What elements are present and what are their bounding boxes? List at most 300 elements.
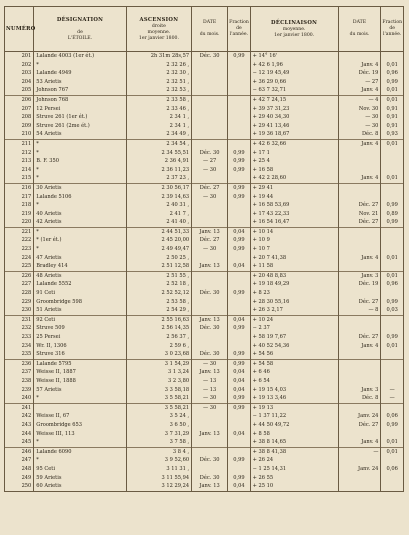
table-cell: 0,99 <box>228 289 251 298</box>
table-cell: 2 52 18 , <box>126 280 191 289</box>
table-cell <box>228 86 251 95</box>
header-declinaison: DÉCLINAISON moyenne. 1er janvier 1800. <box>250 7 338 52</box>
table-cell: 219 <box>5 210 34 219</box>
table-cell: 245 <box>5 438 34 447</box>
table-cell: Déc. 27 <box>338 201 381 210</box>
table-cell: 210 <box>5 130 34 139</box>
table-cell: 57 Arietis <box>34 386 126 395</box>
table-cell: 0,99 <box>228 359 251 368</box>
table-cell: + 16 58 <box>250 166 338 175</box>
table-cell: * <box>34 174 126 183</box>
table-cell: 2 52 52,12 <box>126 289 191 298</box>
table-row <box>5 245 404 254</box>
table-row <box>5 236 404 245</box>
table-cell: Déc. 27 <box>338 298 381 307</box>
table-cell: 3 12 29,24 <box>126 482 191 491</box>
table-cell: 247 <box>5 456 34 465</box>
table-cell: Bradley 414 <box>34 262 126 271</box>
table-cell: Déc. 30 <box>192 456 228 465</box>
table-cell <box>228 139 251 148</box>
table-cell <box>338 236 381 245</box>
table-cell: Lalande 4949 <box>34 69 126 78</box>
table-cell: + 19 13 <box>250 403 338 412</box>
table-cell <box>192 306 228 315</box>
table-cell <box>338 482 381 491</box>
table-cell: + 6 46 <box>250 368 338 377</box>
table-cell: 2 59 6 , <box>126 342 191 351</box>
table-cell: + 42 7 24,15 <box>250 95 338 104</box>
table-cell: 2 36 11,23 <box>126 166 191 175</box>
table-cell: 0,99 <box>228 236 251 245</box>
table-cell: 2 50 25 , <box>126 254 191 263</box>
table-cell: 248 <box>5 465 34 474</box>
table-cell: 205 <box>5 86 34 95</box>
table-cell <box>228 174 251 183</box>
table-cell: 2 32 26 , <box>126 61 191 70</box>
table-cell: + 42 2 28,60 <box>250 174 338 183</box>
table-cell: 222 <box>5 236 34 245</box>
table-cell: * <box>34 456 126 465</box>
table-cell: + 19 36 18,67 <box>250 130 338 139</box>
table-cell <box>228 342 251 351</box>
table-cell: * <box>34 166 126 175</box>
table-cell: Déc. 19 <box>338 280 381 289</box>
table-cell: * <box>34 227 126 236</box>
table-cell: 48 Arietis <box>34 271 126 280</box>
table-cell: Janv. 4 <box>338 174 381 183</box>
table-cell: 228 <box>5 289 34 298</box>
table-cell <box>192 95 228 104</box>
table-cell <box>338 368 381 377</box>
table-cell: Janv. 24 <box>338 412 381 421</box>
table-cell <box>381 377 404 386</box>
table-cell <box>338 245 381 254</box>
table-cell: 201 <box>5 52 34 61</box>
header-date-dec: DATE du mois. <box>338 7 381 52</box>
table-cell: − 2 37 <box>250 324 338 333</box>
table-row <box>5 122 404 131</box>
table-cell <box>381 183 404 192</box>
table-row <box>5 412 404 421</box>
table-cell: 2 41 40 , <box>126 218 191 227</box>
table-row <box>5 86 404 95</box>
table-cell: 223 <box>5 245 34 254</box>
table-cell: 246 <box>5 447 34 456</box>
table-cell: 2 51 55 , <box>126 271 191 280</box>
table-cell <box>192 447 228 456</box>
table-cell <box>381 474 404 483</box>
table-cell: − 12 19 45,49 <box>250 69 338 78</box>
table-cell: — 30 <box>192 359 228 368</box>
table-row <box>5 394 404 403</box>
table-row <box>5 465 404 474</box>
table-cell: Weisse II, 1888 <box>34 377 126 386</box>
table-cell: 0,04 <box>228 262 251 271</box>
table-cell: + 38 8 41,38 <box>250 447 338 456</box>
table-cell: 0,96 <box>381 280 404 289</box>
table-cell <box>228 105 251 114</box>
table-cell: 2 45 20,00 <box>126 236 191 245</box>
table-cell: 2h 31m 28s,57 <box>126 52 191 61</box>
table-cell: + 16 54 16,47 <box>250 218 338 227</box>
table-cell: 213 <box>5 157 34 166</box>
table-cell: — 4 <box>338 95 381 104</box>
table-cell: 0,91 <box>381 105 404 114</box>
table-cell <box>338 430 381 439</box>
table-cell: 0,91 <box>381 122 404 131</box>
table-cell: 0,06 <box>381 412 404 421</box>
table-cell <box>381 403 404 412</box>
table-cell: 229 <box>5 298 34 307</box>
table-cell: Déc. 27 <box>192 183 228 192</box>
table-cell: Janv. 4 <box>338 342 381 351</box>
table-row <box>5 69 404 78</box>
table-cell: + 40 52 54,36 <box>250 342 338 351</box>
table-row <box>5 210 404 219</box>
table-cell <box>228 280 251 289</box>
table-cell: + 19 18 49,29 <box>250 280 338 289</box>
table-cell: + 36 29 0,66 <box>250 78 338 87</box>
table-cell: — 8 <box>338 306 381 315</box>
table-cell <box>192 218 228 227</box>
table-cell <box>381 430 404 439</box>
table-cell: 203 <box>5 69 34 78</box>
table-cell: + 58 19 7,67 <box>250 333 338 342</box>
table-cell: 40 Arietis <box>34 210 126 219</box>
table-cell <box>338 262 381 271</box>
table-cell <box>192 86 228 95</box>
table-cell: 3 5 24 , <box>126 412 191 421</box>
table-cell: − 63 7 32,71 <box>250 86 338 95</box>
table-cell: Janv. 13 <box>192 430 228 439</box>
table-cell: + 26 55 <box>250 474 338 483</box>
table-cell: 2 55 16,63 <box>126 315 191 324</box>
table-cell: 220 <box>5 218 34 227</box>
table-cell <box>338 157 381 166</box>
table-cell: Déc. 27 <box>192 236 228 245</box>
table-cell: — <box>381 394 404 403</box>
table-cell <box>381 368 404 377</box>
table-cell: 217 <box>5 193 34 202</box>
table-cell <box>228 333 251 342</box>
table-cell: 3 2 3,80 <box>126 377 191 386</box>
table-cell: 3 5 58,21 <box>126 403 191 412</box>
table-cell: + 8 58 <box>250 430 338 439</box>
table-cell <box>381 289 404 298</box>
table-cell: 226 <box>5 271 34 280</box>
header-designation: DÉSIGNATION de L'ÉTOILE. <box>34 7 126 52</box>
table-cell: 243 <box>5 421 34 430</box>
table-cell <box>228 122 251 131</box>
table-cell <box>338 52 381 61</box>
table-cell <box>338 227 381 236</box>
table-cell: — 30 <box>338 113 381 122</box>
table-cell: 0,01 <box>381 271 404 280</box>
table-cell: Janv. 13 <box>192 262 228 271</box>
table-cell <box>192 254 228 263</box>
table-cell: 60 Arietis <box>34 482 126 491</box>
table-cell: 91 Ceti <box>34 289 126 298</box>
table-cell: Déc. 27 <box>338 333 381 342</box>
table-row <box>5 333 404 342</box>
table-cell: Nov. 30 <box>338 105 381 114</box>
table-cell: 0,96 <box>381 69 404 78</box>
table-cell <box>192 412 228 421</box>
table-cell <box>381 315 404 324</box>
table-cell <box>338 377 381 386</box>
table-cell: + 26 3 2,17 <box>250 306 338 315</box>
table-cell: 0,99 <box>228 350 251 359</box>
table-cell <box>228 130 251 139</box>
header-fraction-dec: Fraction de l'année. <box>381 7 404 52</box>
table-cell <box>338 183 381 192</box>
table-cell <box>192 201 228 210</box>
table-cell: Struve 316 <box>34 350 126 359</box>
table-row <box>5 227 404 236</box>
table-cell: + 29 41 13,46 <box>250 122 338 131</box>
table-cell <box>192 271 228 280</box>
table-cell: Weisse II, 67 <box>34 412 126 421</box>
header-date-ar: DATE du mois. <box>192 7 228 52</box>
table-cell: 42 Arietis <box>34 218 126 227</box>
table-cell: 12 Persei <box>34 105 126 114</box>
table-cell: * <box>34 394 126 403</box>
table-row <box>5 262 404 271</box>
table-cell: 218 <box>5 201 34 210</box>
table-cell <box>192 122 228 131</box>
table-row <box>5 386 404 395</box>
table-cell: 0,01 <box>381 174 404 183</box>
table-cell: Déc. 30 <box>192 324 228 333</box>
table-cell: Janv. 13 <box>192 482 228 491</box>
table-cell: + 25 10 <box>250 482 338 491</box>
table-cell: 2 33 58 , <box>126 95 191 104</box>
table-cell: + 10 7 <box>250 245 338 254</box>
table-row <box>5 218 404 227</box>
table-cell: − 1 37 11,22 <box>250 412 338 421</box>
table-cell: 47 Arietis <box>34 254 126 263</box>
table-cell <box>228 201 251 210</box>
table-cell: — 13 <box>192 377 228 386</box>
table-cell: 212 <box>5 149 34 158</box>
table-cell <box>381 262 404 271</box>
table-cell: Janv. 4 <box>338 438 381 447</box>
table-cell: 54 Arietis <box>34 130 126 139</box>
table-cell: 3 7 58 , <box>126 438 191 447</box>
table-cell: 0,01 <box>381 438 404 447</box>
table-row <box>5 456 404 465</box>
table-cell: B. F. 350 <box>34 157 126 166</box>
table-row <box>5 139 404 148</box>
table-cell: * <box>34 149 126 158</box>
table-cell: * (1er ét.) <box>34 236 126 245</box>
table-cell: + 28 30 55,16 <box>250 298 338 307</box>
table-cell <box>228 421 251 430</box>
table-cell: 3 8 4 , <box>126 447 191 456</box>
table-cell: 59 Arietis <box>34 474 126 483</box>
table-cell <box>34 403 126 412</box>
table-row <box>5 324 404 333</box>
table-cell <box>338 324 381 333</box>
table-cell: 0,99 <box>228 324 251 333</box>
table-cell: 0,99 <box>228 474 251 483</box>
table-cell <box>381 52 404 61</box>
table-row <box>5 298 404 307</box>
table-cell: 3 11 55,94 <box>126 474 191 483</box>
table-cell: Johnson 768 <box>34 95 126 104</box>
table-cell <box>338 359 381 368</box>
table-cell: Déc. 30 <box>192 149 228 158</box>
table-cell: 224 <box>5 254 34 263</box>
table-row <box>5 113 404 122</box>
table-cell: — 30 <box>192 403 228 412</box>
table-cell: 3 11 31 , <box>126 465 191 474</box>
table-cell: Déc. 27 <box>338 218 381 227</box>
table-cell: 0,93 <box>381 130 404 139</box>
table-row <box>5 368 404 377</box>
table-cell: 3 1 3,24 <box>126 368 191 377</box>
table-cell: 2 44 51,33 <box>126 227 191 236</box>
table-cell: 214 <box>5 166 34 175</box>
table-cell <box>228 61 251 70</box>
table-cell: + 39 37 31,23 <box>250 105 338 114</box>
table-cell: + 6 54 <box>250 377 338 386</box>
table-cell: Janv. 13 <box>192 227 228 236</box>
table-cell <box>192 78 228 87</box>
table-cell <box>381 166 404 175</box>
table-cell <box>192 174 228 183</box>
table-cell: 3 0 23,68 <box>126 350 191 359</box>
table-cell: 0,01 <box>381 342 404 351</box>
table-cell: * <box>34 139 126 148</box>
table-cell: 0,99 <box>228 394 251 403</box>
table-cell: 3 3 58,18 <box>126 386 191 395</box>
table-cell: 0,04 <box>228 386 251 395</box>
table-cell: + 25 4 <box>250 157 338 166</box>
table-cell: 0,01 <box>381 61 404 70</box>
table-cell: — 13 <box>192 386 228 395</box>
table-cell: 0,04 <box>228 430 251 439</box>
table-cell <box>228 438 251 447</box>
table-cell: 0,99 <box>228 183 251 192</box>
table-cell: 2 49 49,47 <box>126 245 191 254</box>
table-cell: Déc. 8 <box>338 394 381 403</box>
table-cell: 2 33 46 , <box>126 105 191 114</box>
table-row <box>5 350 404 359</box>
table-cell: 2 32 30 , <box>126 69 191 78</box>
table-cell: Lalande 5106 <box>34 193 126 202</box>
table-cell: 215 <box>5 174 34 183</box>
table-cell: 208 <box>5 113 34 122</box>
table-cell: 2 56 37 , <box>126 333 191 342</box>
table-cell: 2 32 53 , <box>126 86 191 95</box>
table-cell: 2 34 49 , <box>126 130 191 139</box>
table-cell: 95 Ceti <box>34 465 126 474</box>
table-cell: — 27 <box>192 157 228 166</box>
table-cell: − 1 25 14,31 <box>250 465 338 474</box>
table-cell: 2 37 23 , <box>126 174 191 183</box>
table-cell: — 27 <box>338 78 381 87</box>
table-cell: Déc. 8 <box>338 130 381 139</box>
table-cell: * <box>34 245 126 254</box>
table-cell: 30 Arietis <box>34 183 126 192</box>
table-cell: 0,99 <box>381 201 404 210</box>
table-cell: 0,99 <box>228 166 251 175</box>
table-cell: Déc. 30 <box>192 350 228 359</box>
table-cell <box>338 474 381 483</box>
table-cell: Janv. 4 <box>338 254 381 263</box>
table-cell: + 19 15 4,03 <box>250 386 338 395</box>
table-cell: 0,91 <box>381 113 404 122</box>
table-cell: Lalande 6090 <box>34 447 126 456</box>
table-cell <box>192 113 228 122</box>
table-row <box>5 474 404 483</box>
table-cell: + 17 1 <box>250 149 338 158</box>
table-cell: 0,99 <box>228 403 251 412</box>
table-row <box>5 306 404 315</box>
table-cell: 0,99 <box>381 218 404 227</box>
table-cell: 0,01 <box>381 95 404 104</box>
table-cell: 249 <box>5 474 34 483</box>
table-row <box>5 157 404 166</box>
table-cell: + 19 13 3,46 <box>250 394 338 403</box>
table-cell: 235 <box>5 350 34 359</box>
table-row <box>5 430 404 439</box>
table-cell: — <box>338 447 381 456</box>
table-cell: 211 <box>5 139 34 148</box>
table-cell: Groombridge 653 <box>34 421 126 430</box>
table-cell: 2 53 58 , <box>126 298 191 307</box>
table-cell: + 54 58 <box>250 359 338 368</box>
header-ascension: ASCENSION droite moyenne. 1er janvier 1800. <box>126 7 191 52</box>
table-cell: + 11 58 <box>250 262 338 271</box>
table-cell <box>228 465 251 474</box>
table-row <box>5 377 404 386</box>
table-row <box>5 78 404 87</box>
table-row <box>5 183 404 192</box>
table-cell <box>228 412 251 421</box>
table-cell <box>228 78 251 87</box>
header-fraction-ar: Fraction de l'année. <box>228 7 251 52</box>
table-cell: 0,99 <box>381 421 404 430</box>
table-cell: 2 34 1 , <box>126 113 191 122</box>
table-cell: 0,04 <box>228 377 251 386</box>
table-cell: 0,04 <box>228 315 251 324</box>
table-cell <box>228 271 251 280</box>
table-cell: Wr. II, 1306 <box>34 342 126 351</box>
table-cell: + 42 6 32,66 <box>250 139 338 148</box>
table-cell: Janv. 4 <box>338 139 381 148</box>
table-cell <box>338 166 381 175</box>
table-cell <box>338 149 381 158</box>
table-row <box>5 201 404 210</box>
table-cell <box>338 350 381 359</box>
table-cell: Janv. 4 <box>338 86 381 95</box>
table-cell: Lalande 4003 (1er ét.) <box>34 52 126 61</box>
table-row <box>5 61 404 70</box>
table-cell: 2 39 14,63 <box>126 193 191 202</box>
table-row <box>5 95 404 104</box>
table-cell: 233 <box>5 333 34 342</box>
table-cell: 202 <box>5 61 34 70</box>
table-cell: 0,06 <box>381 465 404 474</box>
table-cell: Janv. 13 <box>192 315 228 324</box>
table-cell <box>381 482 404 491</box>
table-cell: + 44 50 49,72 <box>250 421 338 430</box>
table-cell: 53 Arietis <box>34 78 126 87</box>
table-cell: Déc. 27 <box>338 421 381 430</box>
table-cell: Janv. 3 <box>338 386 381 395</box>
